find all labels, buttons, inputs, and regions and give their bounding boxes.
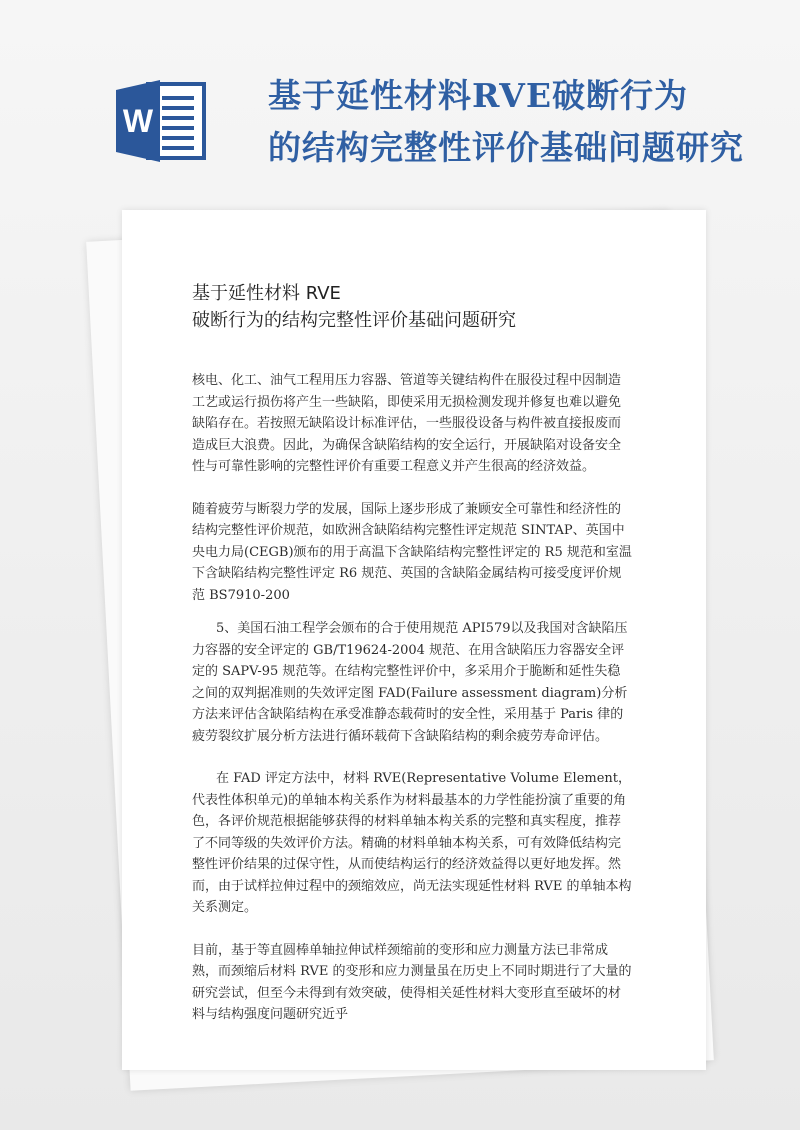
header-title-line2: 的结构完整性评价基础问题研究 bbox=[268, 128, 744, 167]
document-title bbox=[192, 280, 652, 334]
header-title bbox=[268, 70, 788, 174]
header-title-line1: 基于延性材料RVE破断行为 bbox=[268, 76, 689, 115]
paragraph-1: 核电、化工、油气工程用压力容器、管道等关键结构件在服役过程中因制造工艺或运行损伤将产生一些缺陷，即使采用无损检测发现并修复也难以避免缺陷存在。若按照无缺陷设计标准评估，一些服役设备与构件被直接报废而造成巨大浪费。因此，为确保含缺陷结构的安全运行，开展缺陷对设备安全性与可靠性影响的完整性评价有重要工程意义并产生很高的经济效益。 bbox=[192, 373, 622, 474]
svg-text:W: W bbox=[122, 103, 154, 139]
document-title-line2: 破断行为的结构完整性评价基础问题研究 bbox=[192, 310, 516, 331]
page-header bbox=[0, 0, 800, 210]
document-title-line1: 基于延性材料 RVE bbox=[192, 283, 341, 304]
paragraph-3: 5、美国石油工程学会颁布的合于使用规范 API579以及我国对含缺陷压力容器的安全评定的 GB/T19624-2004 规范、在用含缺陷压力容器安全评定的 SAPV-95 规范等。在结构完整性评价中，多采用介于脆断和延性失稳之间的双判据准则的失效评定图 FAD(Failure assessment diagram)分析方法来评估含缺陷结构在承受准静态载荷时的安全性，采用基于 Paris 律的疲劳裂纹扩展分析方法进行循环载荷下含缺陷结构的剩余疲劳寿命评估。 bbox=[192, 621, 628, 744]
paragraph-2: 随着疲劳与断裂力学的发展，国际上逐步形成了兼顾安全可靠性和经济性的结构完整性评价规范，如欧洲含缺陷结构完整性评定规范 SINTAP、英国中央电力局(CEGB)颁布的用于高温下含缺陷结构完整性评定的 R5 规范和室温下含缺陷结构完整性评定 R6 规范、英国的含缺陷金属结构可接受度评价规范 BS7910-200 bbox=[192, 501, 632, 603]
word-document-icon bbox=[112, 76, 212, 164]
document-page bbox=[122, 210, 706, 1070]
document-body bbox=[192, 370, 632, 1047]
paragraph-4: 在 FAD 评定方法中，材料 RVE(Representative Volume Element，代表性体积单元)的单轴本构关系作为材料最基本的力学性能扮演了重要的角色，各评价规范根据能够获得的材料单轴本构关系的完整和真实程度，推荐了不同等级的失效评价方法。精确的材料单轴本构关系，可有效降低结构完整性评价结果的过保守性，从而使结构运行的经济效益得以更好地发挥。然而，由于试样拉伸过程中的颈缩效应，尚无法实现延性材料 RVE 的单轴本构关系测定。 bbox=[192, 771, 632, 915]
paragraph-5: 目前，基于等直圆棒单轴拉伸试样颈缩前的变形和应力测量方法已非常成熟，而颈缩后材料 RVE 的变形和应力测量虽在历史上不同时期进行了大量的研究尝试，但至今未得到有效突破，使得相关延性材料大变形直至破坏的材料与结构强度问题研究近乎 bbox=[192, 942, 632, 1022]
